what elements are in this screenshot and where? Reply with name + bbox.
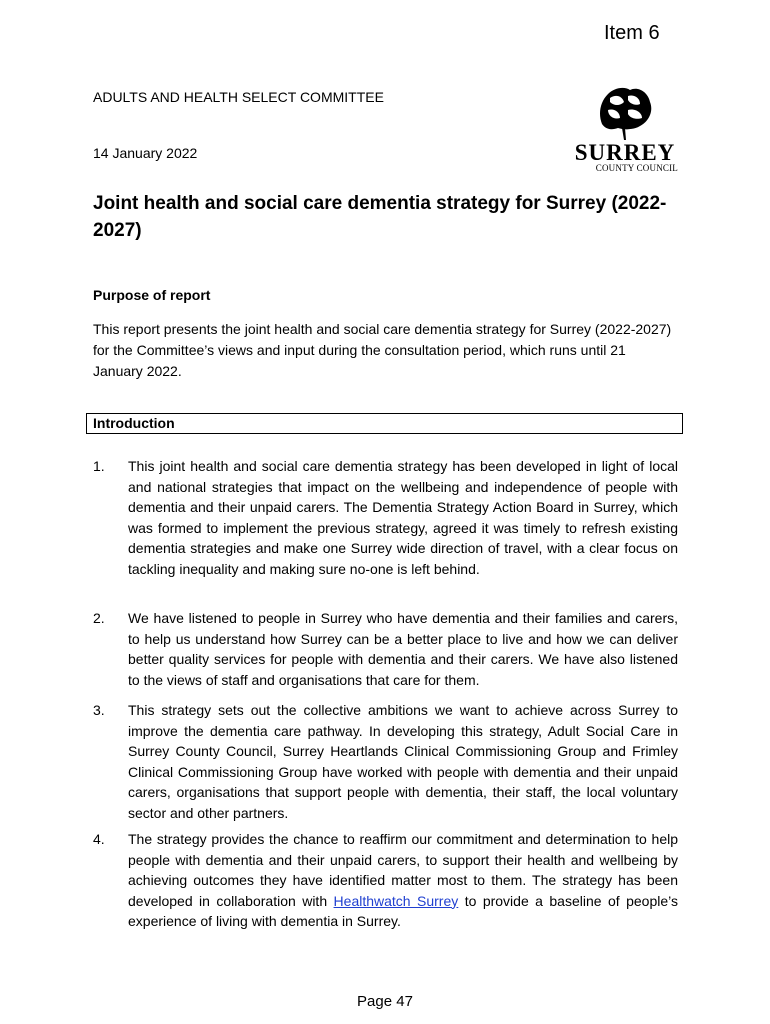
paragraph-text: This joint health and social care dementia strategy has been developed in light of local and national strategies that impact on the wellbeing and independence of people with dementia and their unpaid carers. The Dementia Strategy Action Board in Surrey, which was formed to implement the previous strategy, agreed it was timely to refresh existing dementia strategies and make one Surrey wide direction of travel, with a clear focus on tackling inequality and making sure no-one is left behind. [128, 458, 678, 577]
paragraph-number: 4. [93, 831, 105, 847]
report-title: Joint health and social care dementia strategy for Surrey (2022-2027) [93, 193, 667, 241]
paragraph-number: 1. [93, 458, 105, 474]
paragraph-text [128, 829, 678, 932]
paragraph-text-end: to provide a baseline of people’s experience of living with dementia in Surrey. [128, 892, 678, 929]
paragraph-number: 2. [93, 610, 105, 626]
meeting-date: 14 January 2022 [93, 145, 198, 161]
purpose-text: This report presents the joint health and social care dementia strategy for Surrey (2022-2027) for the Committee’s views and input during the consultation period, which runs until 21 January 2022. [93, 321, 672, 379]
introduction-heading: Introduction [86, 413, 683, 434]
paragraph-number: 3. [93, 702, 105, 718]
healthwatch-surrey-link[interactable]: Healthwatch Surrey [333, 892, 459, 909]
oak-leaf-icon [594, 84, 654, 140]
logo-subtitle: COUNTY COUNCIL [595, 163, 678, 173]
logo-name: SURREY [574, 140, 676, 165]
item-number: Item 6 [604, 22, 660, 44]
page-number: Page 47 [357, 993, 413, 1010]
surrey-county-council-logo [572, 84, 678, 174]
committee-name: ADULTS AND HEALTH SELECT COMMITTEE [93, 89, 384, 105]
paragraph-text: This strategy sets out the collective ambitions we want to achieve across Surrey to improve the dementia care pathway. In developing this strategy, Adult Social Care in Surrey County Council, Surrey Heartlands Clinical Commissioning Group and Frimley Clinical Commissioning Group have worked with people with dementia and their unpaid carers, organisations that support people with dementia, their staff, the local voluntary sector and other partners. [128, 702, 678, 821]
purpose-heading: Purpose of report [93, 287, 211, 303]
paragraph-text: We have listened to people in Surrey who have dementia and their families and carers, to help us understand how Surrey can be a better place to live and how we can deliver better quality services for people with dementia and their carers. We have also listened to the views of staff and organisations that care for them. [128, 610, 678, 688]
paragraph-text-start: The strategy provides the chance to reaffirm our commitment and determination to help people with dementia and their unpaid carers, to support their health and wellbeing by achieving outcomes they have identified matter most to them. The strategy has been developed in collaboration with [128, 831, 678, 909]
